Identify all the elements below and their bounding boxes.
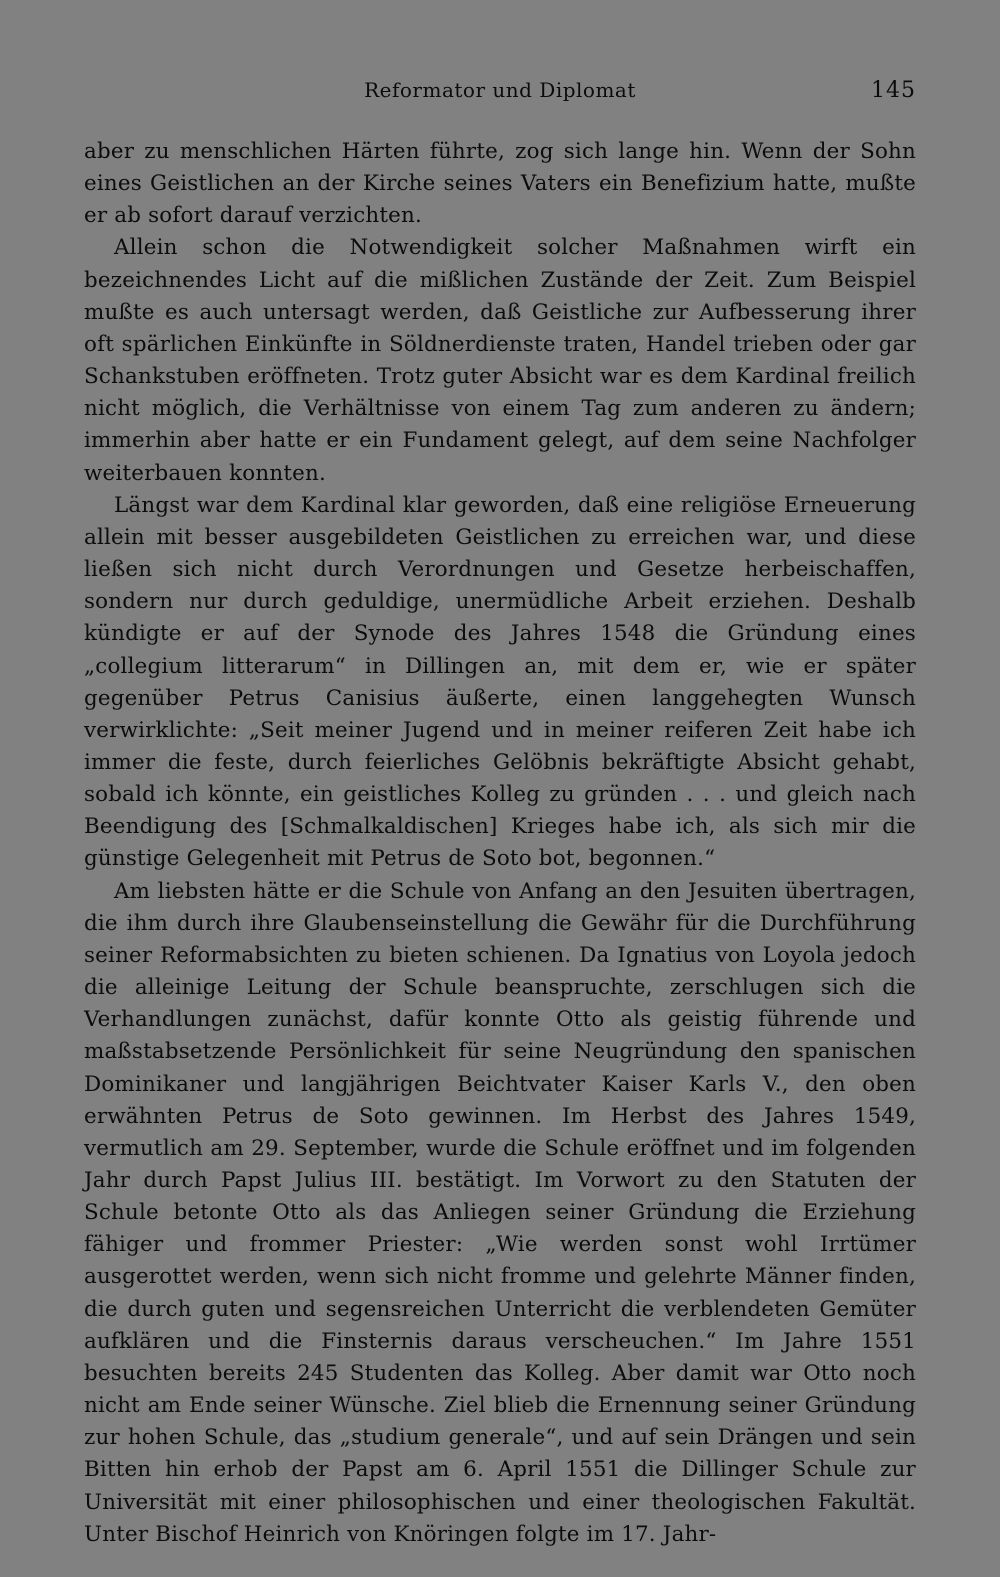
page-number: 145 — [871, 78, 916, 103]
paragraph-reform-measures: Allein schon die Notwendigkeit solcher Maßnahmen wirft ein bezeichnendes Licht auf die mißlichen Zustände der Zeit. Zum Beispiel mußte es auch untersagt werden, daß Geistliche zur Aufbesserung ihrer oft spärlichen Einkünfte in Söldnerdienste traten, Handel trieben oder gar Schankstuben eröffneten. Trotz guter Absicht war es dem Kardinal freilich nicht möglich, die Verhältnisse von einem Tag zum anderen zu ändern; immerhin aber hatte er ein Fundament gelegt, auf dem seine Nachfolger weiterbauen konnten. — [84, 235, 916, 486]
running-title: Reformator und Diplomat — [364, 78, 636, 102]
paragraph-collegium-founding: Längst war dem Kardinal klar geworden, daß eine religiöse Erneuerung allein mit besser ausgebildeten Geistlichen zu erreichen war, und diese ließen sich nicht durch Verordnungen und Gesetze herbeischaffen, sondern nur durch geduldige, unermüdliche Arbeit erziehen. Deshalb kündigte er auf der Synode des Jahres 1548 die Gründung eines „collegium litterarum“ in Dillingen an, mit dem er, wie er später gegenüber Petrus Canisius äußerte, einen langgehegten Wunsch verwirklichte: „Seit meiner Jugend und in meiner reiferen Zeit habe ich immer die feste, durch feierliches Gelöbnis bekräftigte Absicht gehabt, sobald ich könnte, ein geistliches Kolleg zu gründen . . . und gleich nach Beendigung des [Schmalkaldischen] Krieges habe ich, als sich mir die günstige Gelegenheit mit Petrus de Soto bot, begonnen.“ — [84, 492, 916, 872]
paragraph-continuation: aber zu menschlichen Härten führte, zog sich lange hin. Wenn der Sohn eines Geistlichen an der Kirche seines Vaters ein Benefizium hatte, mußte er ab sofort darauf verzichten. — [84, 139, 916, 229]
running-header — [84, 78, 916, 112]
paragraph-university: Am liebsten hätte er die Schule von Anfang an den Jesuiten übertragen, die ihm durch ihre Glaubenseinstellung die Gewähr für die Durchführung seiner Reformabsichten zu bieten schienen. Da Ignatius von Loyola jedoch die alleinige Leitung der Schule beanspruchte, zerschlugen sich die Verhandlungen zunächst, dafür konnte Otto als geistig führende und maßstabsetzende Persönlichkeit für seine Neugründung den spanischen Dominikaner und langjährigen Beichtvater Kaiser Karls V., den oben erwähnten Petrus de Soto gewinnen. Im Herbst des Jahres 1549, vermutlich am 29. September, wurde die Schule eröffnet und im folgenden Jahr durch Papst Julius III. bestätigt. Im Vorwort zu den Statuten der Schule betonte Otto als das Anliegen seiner Gründung die Erziehung fähiger und frommer Priester: „Wie werden sonst wohl Irrtümer ausgerottet werden, wenn sich nicht fromme und gelehrte Männer finden, die durch guten und segensreichen Unterricht die verblendeten Gemüter aufklären und die Finsternis daraus verscheuchen.“ Im Jahre 1551 besuchten bereits 245 Studenten das Kolleg. Aber damit war Otto noch nicht am Ende seiner Wünsche. Ziel blieb die Ernennung seiner Gründung zur hohen Schule, das „studium generale“, und auf sein Drängen und sein Bitten hin erhob der Papst am 6. April 1551 die Dillinger Schule zur Universität mit einer philosophischen und einer theologischen Fakultät. Unter Bischof Heinrich von Knöringen folgte im 17. Jahr- — [84, 878, 916, 1547]
body-text — [84, 136, 916, 1551]
